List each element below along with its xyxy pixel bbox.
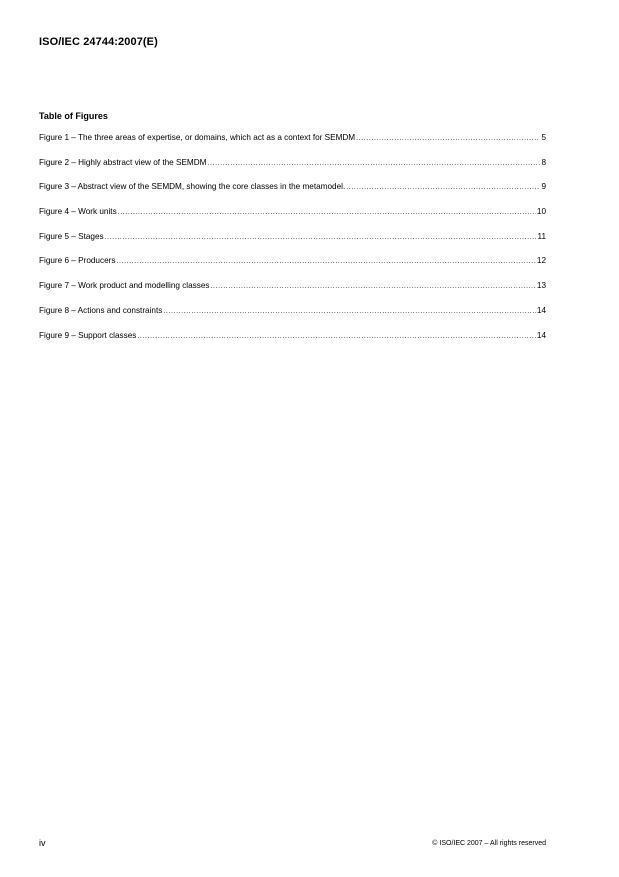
figure-entry-page: 14 [536,305,546,315]
dot-leader [105,232,537,244]
figure-entry-title: Figure 6 – Producers [39,256,116,266]
figure-entry-7[interactable] [39,280,546,305]
figure-entry-page: 12 [536,256,546,266]
figure-entry-page: 13 [536,281,546,291]
figure-entry-title: Figure 5 – Stages [39,231,104,241]
footer-copyright: © ISO/IEC 2007 – All rights reserved [432,840,546,847]
figure-entry-title: Figure 2 – Highly abstract view of the SEMDM [39,157,207,167]
dot-leader [356,133,540,145]
dot-leader [346,182,540,194]
document-header: ISO/IEC 24744:2007(E) [39,36,158,48]
table-of-figures-list [39,132,546,354]
figure-entry-page: 5 [541,133,546,142]
figure-entry-8[interactable] [39,305,546,330]
figure-entry-title: Figure 8 – Actions and constraints [39,305,163,315]
figure-entry-page: 14 [536,330,546,340]
dot-leader [116,256,535,268]
dot-leader [118,207,536,219]
figure-entry-title: Figure 4 – Work units [39,207,117,217]
figure-entry-title: Figure 1 – The three areas of expertise, or domains, which act as a context for SEMDM [39,133,356,142]
figure-entry-page: 8 [541,157,546,167]
figure-entry-9[interactable] [39,330,546,355]
figure-entry-title: Figure 7 – Work product and modelling classes [39,281,210,291]
dot-leader [137,331,536,343]
figure-entry-page: 11 [537,231,546,241]
figure-entry-title: Figure 9 – Support classes [39,330,137,340]
figure-entry-5[interactable] [39,231,546,256]
dot-leader [163,306,536,318]
dot-leader [207,158,540,170]
table-of-figures-heading: Table of Figures [39,111,108,121]
figure-entry-6[interactable] [39,255,546,280]
figure-entry-2[interactable] [39,157,546,182]
figure-entry-title: Figure 3 – Abstract view of the SEMDM, showing the core classes in the metamodel. [39,182,346,192]
footer-page-number: iv [39,838,46,848]
figure-entry-page: 9 [541,182,546,192]
dot-leader [211,281,536,293]
figure-entry-1[interactable] [39,132,546,157]
figure-entry-4[interactable] [39,206,546,231]
figure-entry-page: 10 [536,207,546,217]
figure-entry-3[interactable] [39,181,546,206]
